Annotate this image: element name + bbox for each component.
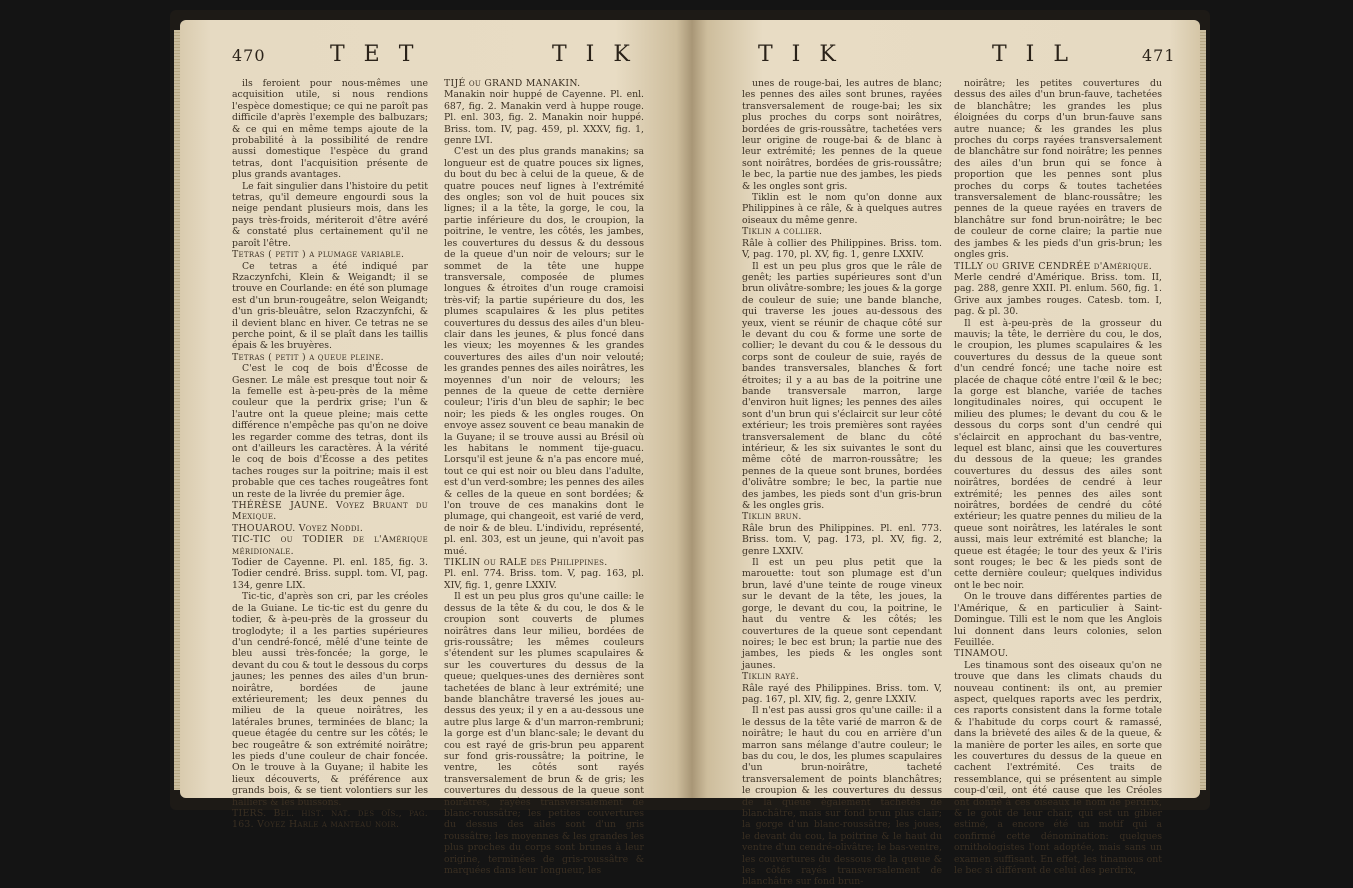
entry-heading: Tiklin a collier. <box>742 226 823 238</box>
entry-paragraph: Tic-tic, d'après son cri, par les créoles de la Guiane. Le tic-tic est du genre du todier, & à-peu-près de la grosseur du troglodyte; il a les parties supérieures d'un cendré-foncé, mêlé d'une teinte de bleu aussi très-foncée; la gorge, le devant du cou & tout le dessous du corps jaunes; les pennes des ailes d'un brun-noirâtre, bordées de jaune extérieurement; les deux pennes du milieu de la queue noirâtres, les latérales brunes, terminées de blanc; la queue étagée du centre sur les côtés; le bec rougeâtre & son extrémité noirâtre; les pieds d'une couleur de chair foncée. On le trouve à la Guyane; il habite les lieux découverts, & préférence aux grands bois, & se tient volontiers sur les halliers & les buissons. <box>232 591 428 808</box>
entry-reference: Pl. enl. 774. Briss. tom. V, pag. 163, pl. XIV, fig. 1, genre LXXIV. <box>444 568 644 591</box>
column-head: T I K <box>552 42 636 67</box>
entry-paragraph: unes de rouge-bai, les autres de blanc; les pennes des ailes sont brunes, rayées transversalement de rouge-bai; les six plus proches du corps sont noirâtres, bordées de gris-roussâtre, tachetées vers leur origine de rouge-bai & de blanc à leur extrémité; les pennes de la queue sont noirâtres, bordées de gris-roussâtre; le bec, la partie nue des jambes, les pieds & les ongles sont gris. <box>742 78 942 192</box>
entry-heading: Tiklin brun. <box>742 511 802 523</box>
entry-paragraph: Il est à-peu-près de la grosseur du mauvis; la tête, le derrière du cou, le dos, le croupion, les plumes scapulaires & les couvertures du dessus de la queue sont d'un cendré foncé; une tache noire est placée de chaque côté entre l'œil & le bec; la gorge est blanche, variée de taches longitudinales noires, qui occupent le milieu des plumes; le devant du cou & le dessous du corps sont d'un cendré qui s'éclaircit en approchant du bas-ventre, lequel est blanc, ainsi que les couvertures du dessous de la queue; les grandes couvertures du dessus des ailes sont noirâtres, bordées de cendré à leur extrémité; les pennes des ailes sont noirâtres, bordées de cendré du côté extérieur; les quatre pennes du milieu de la queue sont noirâtres, les latérales le sont aussi, mais leur extrémité est blanche; la queue est étagée; le tour des yeux & l'iris sont rouges; le bec & les pieds sont de cette dernière couleur; quelques individus ont le bec noir. <box>954 317 1162 591</box>
running-head: T E T <box>330 42 420 67</box>
entry-heading: TINAMOU. <box>954 648 1009 660</box>
entry-reference: Râle brun des Philippines. Pl. enl. 773. Briss. tom. V, pag. 173, pl. XV, fig. 2, genre LXXIV. <box>742 522 942 557</box>
right-page-header <box>692 42 1200 76</box>
entry-heading: Tiklin rayé. <box>742 671 800 683</box>
entry-paragraph: On le trouve dans différentes parties de l'Amérique, & en particulier à Saint-Domingue. Tilli est le nom que les Anglois lui donnent dans leurs colonies, selon Feuillée. <box>954 591 1162 648</box>
entry-paragraph: Il n'est pas aussi gros qu'une caille: il a le dessus de la tête varié de marron & de noirâtre; le haut du cou en arrière d'un marron sans mélange d'autre couleur; le bas du cou, le dos, les plumes scapulaires d'un brun-noirâtre, tacheté transversalement de points blanchâtres; le croupion & les couvertures du dessus de la queue également tachetés de blanchâtre, mais sur fond brun plus clair; la gorge d'un blanc-roussâtre; les joues, le devant du cou, la poitrine & le haut du ventre d'un cendré-olivâtre; le bas-ventre, les couvertures du dessous de la queue & les côtés rayés transversalement de blanchâtre sur fond brun- <box>742 705 942 888</box>
right-column-1 <box>742 78 942 888</box>
entry-heading: TILLY ou GRIVE CENDRÉE d'Amérique. <box>954 260 1152 272</box>
page-number: 471 <box>1142 46 1176 65</box>
entry-heading: Tetras ( petit ) a plumage variable. <box>232 249 405 261</box>
entry-heading: THOUAROU. Voyez Noddi. <box>232 522 364 534</box>
entry-paragraph: Tiklin est le nom qu'on donne aux Philippines à ce râle, & à quelques autres oiseaux du même genre. <box>742 192 942 226</box>
entry-reference: Todier de Cayenne. Pl. enl. 185, fig. 3. Todier cendré. Briss. suppl. tom. VI, pag. 134, genre LIX. <box>232 557 428 591</box>
entry-heading: THÉRÈSE JAUNE. Voyez Bruant du Mexique. <box>232 500 428 523</box>
entry-paragraph: ils feroient pour nous-mêmes une acquisition utile, si nous rendions l'espèce domestique; ce qui ne paroît pas difficile d'après l'exemple des balbuzars; & ce qui en même temps ajoute de la probabilité à la possibilité de rendre aussi domestique l'espèce du grand tetras, dont l'acquisition présente de plus grands avantages. <box>232 78 428 181</box>
entry-heading: TIERS. Bel. hist. nat. des oïs., pag. 163. Voyez Harle a manteau noir. <box>232 808 428 831</box>
running-head: T I L <box>992 42 1074 67</box>
entry-paragraph: Il est un peu plus gros qu'une caille: le dessus de la tête & du cou, le dos & le croupion sont couverts de plumes noirâtres dans leur milieu, bordées de gris-roussâtre; les mêmes couleurs s'étendent sur les plumes scapulaires & sur les couvertures du dessus de la queue; quelques-unes des dernières sont tachetées de blanc à leur extrémité; une bande blanchâtre traversé les joues au-dessus des yeux; il y en a au-dessous une autre plus large & d'un marron-rembruni; la gorge est d'un blanc-sale; le devant du cou est rayé de gris-brun peu apparent sur fond gris-roussâtre; la poitrine, le ventre, les côtés sont rayés transversalement de brun & de gris; les couvertures du dessous de la queue sont noirâtres, rayées transversalement de blanc-roussâtre; les petites couvertures du dessus des ailes sont d'un gris roussâtre; les moyennes & les grandes les plus proches du corps sont brunes à leur origine, terminées de gris-roussâtre & marquées dans leur longueur, les <box>444 591 644 877</box>
entry-paragraph: C'est le coq de bois d'Écosse de Gesner. Le mâle est presque tout noir & la femelle est à-peu-près de la même couleur que la perdrix grise; l'un & l'autre ont la queue pleine; mais cette différence n'empêche pas qu'on ne doive les regarder comme des tetras, dont ils ont d'ailleurs les caractères. À la vérité le coq de bois d'Écosse a des petites taches rouges sur la poitrine; mais il est probable que ces taches rougeâtres font un reste de la livrée du premier âge. <box>232 363 428 500</box>
left-column-1 <box>232 78 428 831</box>
entry-heading: TIJÉ ou GRAND MANAKIN. <box>444 78 581 89</box>
entry-heading: TIC-TIC ou TODIER de l'Amérique méridionale. <box>232 534 428 557</box>
entry-paragraph: noirâtre; les petites couvertures du dessus des ailes d'un brun-fauve, tachetées de blanchâtre; les grandes les plus éloignées du corps d'un brun-fauve sans autre nuance; & les grandes les plus proches du corps rayées transversalement de blanchâtre sur fond noirâtre; les pennes des ailes d'un brun qui se fonce à proportion que les pennes sont plus proches du corps & toutes tachetées transversalement de blanc-roussâtre; les pennes de la queue rayées en travers de blanchâtre sur fond brun-noirâtre; le bec de couleur de corne claire; la partie nue des jambes & les pieds d'un gris-brun; les ongles gris. <box>954 78 1162 261</box>
right-page <box>692 20 1200 888</box>
entry-heading: Tetras ( petit ) a queue pleine. <box>232 351 384 363</box>
entry-paragraph: Le fait singulier dans l'histoire du petit tetras, qu'il demeure engourdi sous la neige pendant plusieurs mois, dans les pays très-froids, mériteroit d'être avéré & constaté plus certainement qu'il ne paroît l'être. <box>232 180 428 249</box>
left-page-header <box>180 42 692 76</box>
page-number: 470 <box>232 46 266 65</box>
entry-reference: Manakin noir huppé de Cayenne. Pl. enl. 687, fig. 2. Manakin verd à huppe rouge. Pl. enl. 303, fig. 2. Manakin noir huppé. Briss. tom. IV, pag. 459, pl. XXXV, fig. 1, genre LVI. <box>444 89 644 147</box>
entry-reference: Râle rayé des Philippines. Briss. tom. V, pag. 167, pl. XIV, fig. 2, genre LXXIV. <box>742 682 942 705</box>
entry-paragraph: Il est un peu plus petit que la marouette: tout son plumage est d'un brun, lavé d'une teinte de rouge vineux sur le devant de la tête, les joues, la gorge, le devant du cou, la poitrine, le haut du ventre & les côtés; les couvertures de la queue sont cependant noires; le bec est brun; la partie nue des jambes, les pieds & les ongles sont jaunes. <box>742 557 942 671</box>
entry-heading: TIKLIN ou RALE des Philippines. <box>444 557 608 569</box>
entry-reference: Merle cendré d'Amérique. Briss. tom. II, pag. 288, genre XXII. Pl. enlum. 560, fig. 1. Grive aux jambes rouges. Catesb. tom. I, pag. & pl. 30. <box>954 271 1162 318</box>
left-column-2 <box>444 78 645 877</box>
entry-paragraph: Les tinamous sont des oiseaux qu'on ne trouve que dans les climats chauds du nouveau continent: ils ont, au premier aspect, quelques raports avec les perdrix, ces raports consistent dans la forme totale & l'habitude du corps court & ramassé, dans la brièveté des ailes & de la queue, & la manière de porter les ailes, en sorte que les couvertures du dessus de la queue en cachent l'extrémité. Ces traits de ressemblance, qui se présentent au simple coup-d'œil, ont été cause que les Créoles ont donné à ces oiseaux le nom de perdrix, & le goût de leur chair, qui est un gibier estimé, a encore été un motif qui a confirmé cette dénomination: quelques ornithologistes l'ont adoptée, mais sans un examen suffisant. En effet, les tinamous ont le bec si différent de celui des perdrix, <box>954 659 1162 877</box>
entry-paragraph: Ce tetras a été indiqué par Rzaczynfchi, Klein & Weigandt; il se trouve en Courlande: en été son plumage est d'un brun-rougeâtre, selon Weigandt; d'un gris-bleuâtre, selon Rzaczynfchi, & il devient blanc en hiver. Ce tetras ne se perche point, & il se plaît dans les taillis épais & les bruyères. <box>232 260 428 352</box>
column-head: T I K <box>758 42 842 67</box>
right-column-2 <box>954 78 1162 877</box>
entry-paragraph: Il est un peu plus gros que le râle de genêt; les parties supérieures sont d'un brun olivâtre-sombre; les joues & la gorge de couleur de suie; une bande blanche, qui traverse les joues au-dessous des yeux, vient se réunir de chaque côté sur le devant du cou & forme une sorte de collier; le devant du cou & le dessous du corps sont de couleur de suie, rayés de bandes transversales, blanches & fort étroites; il y a au bas de la poitrine une bande transversale marron, large d'environ huit lignes; les pennes des ailes sont d'un brun qui s'éclaircit sur leur côté extérieur; les trois premières sont rayées transversalement de blanc du côté intérieur, & les six suivantes le sont du même côté de marron-roussâtre; les pennes de la queue sont brunes, bordées d'olivâtre sombre; le bec, la partie nue des jambes, les pieds sont d'un gris-brun & les ongles gris. <box>742 260 942 512</box>
entry-reference: Râle à collier des Philippines. Briss. tom. V, pag. 170, pl. XV, fig. 1, genre LXXIV. <box>742 237 942 261</box>
entry-paragraph: C'est un des plus grands manakins; sa longueur est de quatre pouces six lignes, du bout du bec à celui de la queue, & de quatre pouces neuf lignes à l'extrémité des ongles; son vol de huit pouces six lignes; il a la tête, la gorge, le cou, la partie inférieure du dos, le croupion, la poitrine, le ventre, les côtés, les jambes, les couvertures du dessus & du dessous de la queue d'un noir de velours; sur le sommet de la tête une huppe transversale, composée de plumes longues & étroites d'un rouge cramoisi très-vif; la partie supérieure du dos, les plumes scapulaires & les plus petites couvertures du dessus des ailes d'un bleu-clair dans les jeunes, & plus foncé dans les vieux; les moyennes & les grandes couvertures des ailes d'un noir velouté; les grandes pennes des ailes noirâtres, les moyennes d'un noir de velours; les pennes de la queue de cette dernière couleur; l'iris d'un bleu de saphir; le bec noir; les pieds & les ongles rouges. On envoye assez souvent ce beau manakin de la Guyane; il se trouve aussi au Brésil où les habitans le nomment tije-guacu. Lorsqu'il est jeune & n'a pas encore mué, tout ce qui est noir ou bleu dans l'adulte, est d'un verd-sombre; les pennes des ailes & celles de la queue en sont bordées; & l'on trouve de ces manakins dont le plumage, qui changeoit, est varié de verd, de noir & de bleu. L'individu, représenté, pl. enl. 303, est un jeune, qui n'avoit pas mué. <box>444 146 645 557</box>
left-page <box>180 20 692 877</box>
